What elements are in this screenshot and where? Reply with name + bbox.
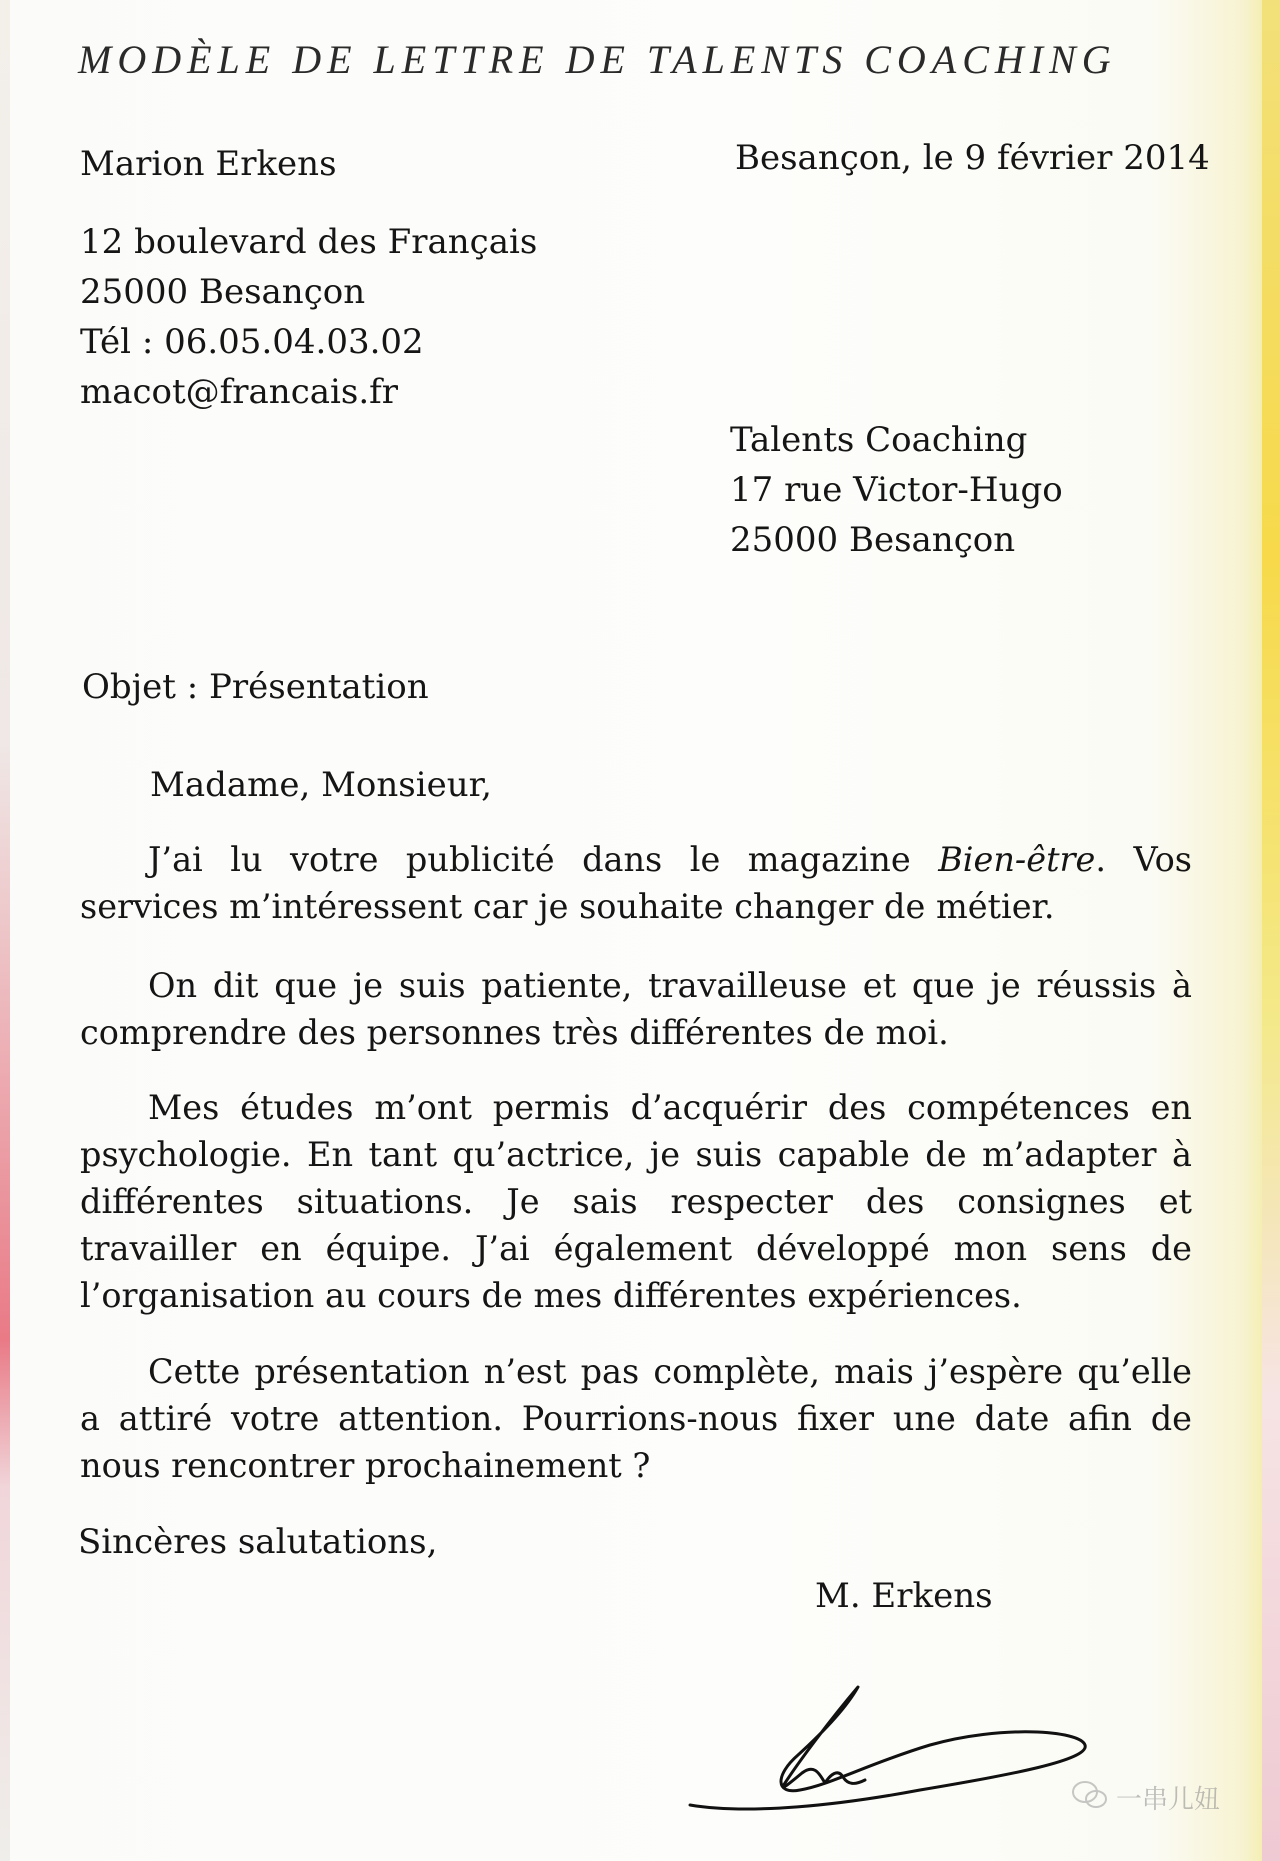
page-edge-right [1262,0,1280,1861]
subject-line: Objet : Présentation [82,667,429,707]
body-paragraph-3: Mes études m’ont permis d’acquérir des compétences en psychologie. En tant qu’actrice, je suis capable de m’adapter à différentes situations. Je sais respecter des consignes et travailler en équipe. J’ai également développé mon sens de l’organisation au cours de mes différentes expériences. [80,1088,1192,1315]
date-line: Besançon, le 9 février 2014 [735,138,1210,178]
sender-address-line1: 12 boulevard des Français [80,222,538,262]
handwritten-signature [680,1665,1100,1835]
p1-text-before: J’ai lu votre publicité dans le magazine [148,840,939,879]
recipient-address-line2: 25000 Besançon [730,520,1016,560]
salutation: Madame, Monsieur, [150,765,492,805]
body-paragraph-1 [80,836,1192,930]
signed-name: M. Erkens [815,1576,993,1616]
recipient-address-line1: 17 rue Victor-Hugo [730,470,1063,510]
closing: Sincères salutations, [78,1522,438,1562]
body-paragraph-4: Cette présentation n’est pas complète, mais j’espère qu’elle a attiré votre attention. Pourrions-nous fixer une date afin de nous rencontrer prochainement ? [80,1352,1192,1485]
p1-text-after: . Vos services m’intéressent car je souhaite changer de métier. [80,840,1192,926]
magazine-title: Bien-être [938,840,1096,879]
signature-stroke [690,1687,1085,1809]
recipient-name: Talents Coaching [730,420,1028,460]
page-edge-left [0,0,10,1861]
page-header: MODÈLE DE LETTRE DE TALENTS COACHING [78,37,1117,82]
body-paragraph-2: On dit que je suis patiente, travailleuse et que je réussis à comprendre des personnes très différentes de moi. [80,966,1192,1052]
sender-address-line2: 25000 Besançon [80,272,366,312]
watermark-text: 一串儿妞 [1116,1785,1221,1815]
sender-email: macot@francais.fr [80,372,398,412]
watermark [1070,1775,1250,1815]
chat-bubble-icon [1070,1775,1110,1815]
sender-phone: Tél : 06.05.04.03.02 [80,322,424,362]
sender-name: Marion Erkens [80,144,337,184]
